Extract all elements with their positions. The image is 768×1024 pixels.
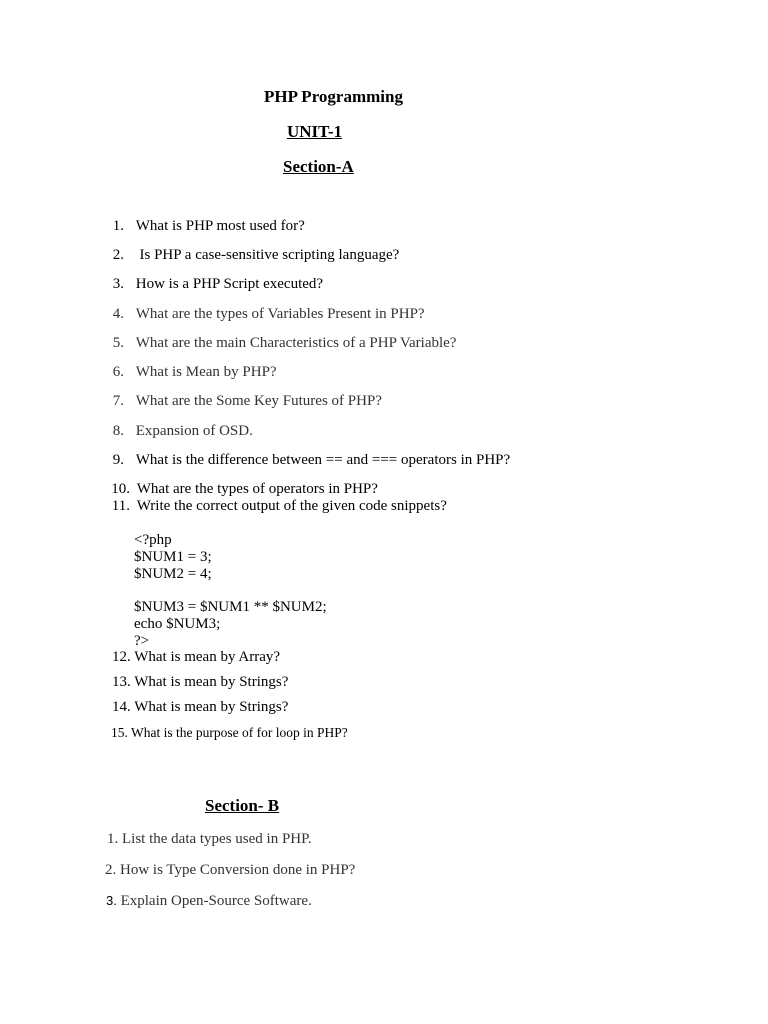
question-text: Explain Open-Source Software. — [120, 893, 312, 909]
question-number: 14. — [112, 699, 131, 715]
code-line: $NUM3 = $NUM1 ** $NUM2; — [134, 599, 327, 616]
question-text: What is the purpose of for loop in PHP? — [131, 725, 348, 740]
question-item — [104, 247, 399, 264]
code-line: echo $NUM3; — [134, 615, 221, 632]
question-text: Is PHP a case-sensitive scripting language? — [135, 247, 400, 263]
question-number: 8. — [112, 423, 124, 439]
question-text: What is the difference between == and === operators in PHP? — [135, 452, 511, 468]
question-text: Expansion of OSD. — [135, 423, 253, 439]
code-line: ?> — [134, 632, 150, 649]
question-number: 9. — [112, 452, 124, 468]
question-item — [107, 831, 312, 848]
question-item — [104, 481, 378, 498]
question-text: List the data types used in PHP. — [122, 831, 312, 847]
code-line: <?php — [134, 532, 172, 548]
question-item — [106, 893, 312, 910]
unit-heading: UNIT-1 — [287, 122, 343, 141]
question-number: 15. — [111, 725, 128, 740]
question-item — [112, 649, 280, 666]
question-number: 2. — [105, 862, 117, 878]
question-text: What is mean by Strings? — [134, 674, 289, 690]
question-text: What are the Some Key Futures of PHP? — [135, 393, 382, 409]
question-text: What are the types of operators in PHP? — [136, 481, 378, 497]
question-number: 11. — [111, 498, 130, 514]
question-text: Write the correct output of the given code snippets? — [136, 498, 447, 514]
code-snippet — [134, 532, 327, 650]
question-item — [112, 674, 288, 691]
question-number: 2. — [112, 247, 124, 263]
question-item — [104, 364, 277, 381]
question-number: 6. — [112, 364, 124, 380]
question-text: What is mean by Array? — [134, 649, 281, 665]
section-b-heading: Section- B — [205, 796, 280, 815]
question-number: 1. — [107, 831, 119, 847]
question-number: 12. — [112, 649, 131, 665]
question-item — [104, 423, 253, 440]
question-text: What is mean by Strings? — [134, 699, 289, 715]
question-number: 13. — [112, 674, 131, 690]
question-item — [105, 862, 355, 879]
question-text: How is Type Conversion done in PHP? — [120, 862, 356, 878]
code-line: $NUM1 = 3; — [134, 548, 212, 565]
question-text: What are the types of Variables Present in PHP? — [135, 306, 425, 322]
question-number: 1. — [112, 218, 124, 234]
code-line: $NUM2 = 4; — [134, 565, 212, 582]
question-item — [112, 699, 288, 716]
question-number: 4. — [112, 306, 124, 322]
question-text: What is PHP most used for? — [135, 218, 305, 234]
question-number: 3. — [106, 893, 117, 908]
document-title: PHP Programming — [264, 87, 403, 106]
question-number: 3. — [112, 276, 124, 292]
question-item — [104, 335, 456, 352]
question-item — [104, 276, 323, 293]
question-item — [104, 452, 510, 469]
question-number: 5. — [112, 335, 124, 351]
question-number: 7. — [112, 393, 124, 409]
question-item — [111, 725, 348, 741]
code-line — [134, 582, 327, 599]
question-text: What are the main Characteristics of a PHP Variable? — [135, 335, 457, 351]
question-item — [104, 393, 382, 410]
question-item — [104, 306, 425, 323]
question-number: 10. — [111, 481, 130, 497]
question-item — [104, 498, 447, 515]
question-item — [104, 218, 305, 235]
question-text: What is Mean by PHP? — [135, 364, 277, 380]
question-text: How is a PHP Script executed? — [135, 276, 324, 292]
section-a-heading: Section-A — [283, 157, 354, 176]
